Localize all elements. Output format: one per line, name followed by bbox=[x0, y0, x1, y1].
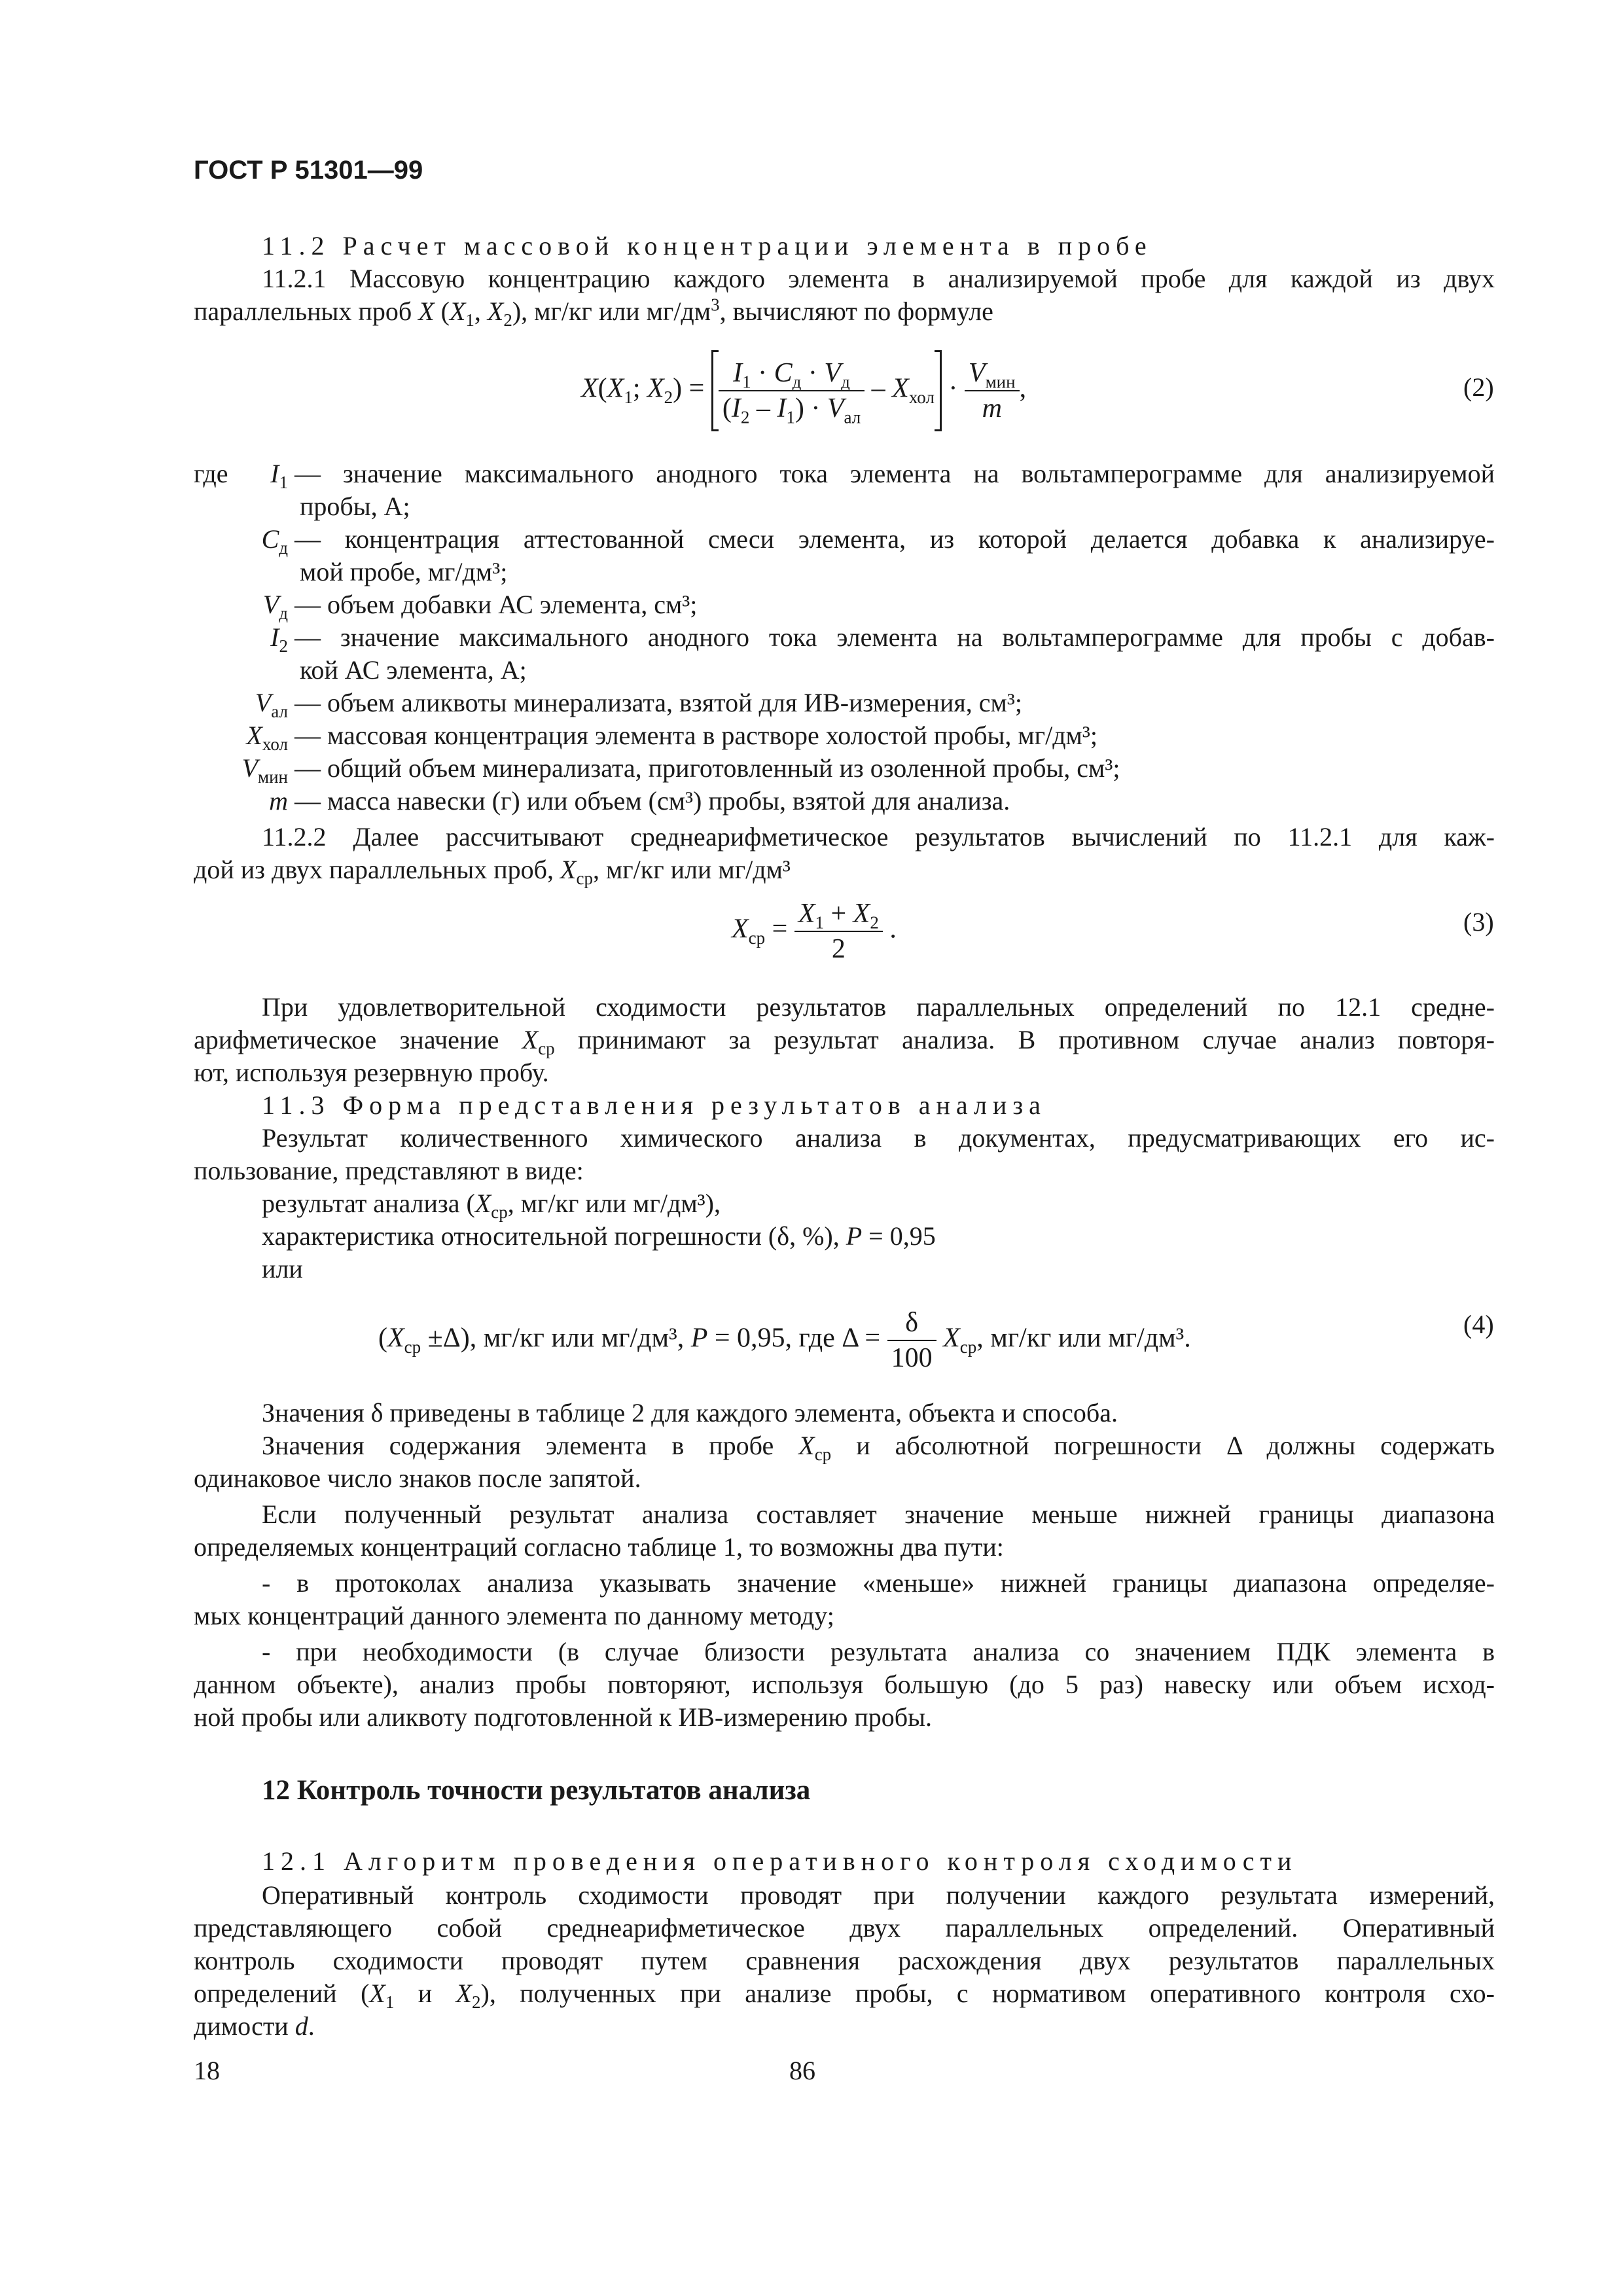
text-line: дой из двух параллельных проб, $X_{ср}$, мг/кг или мг/дм³ bbox=[194, 855, 791, 888]
definition-line: — массовая концентрация элемента в растворе холостой пробы, мг/дм³; bbox=[294, 721, 1097, 750]
text-line: Значения содержания элемента в пробе $X_{ср}$ и абсолютной погрешности Δ должны содержать bbox=[262, 1431, 1495, 1464]
text-line: одинаковое число знаков после запятой. bbox=[194, 1463, 641, 1493]
section-11-2-title: 11.2 Расчет массовой концентрации элемента в пробе bbox=[262, 231, 1152, 260]
text-line: Значения δ приведены в таблице 2 для каждого элемента, объекта и способа. bbox=[262, 1398, 1118, 1427]
formula-2: $X(X_1$; $X_2$) = $\frac{I_1 \cdot C_д \cdot V_д}{(I_2 - I_1) \cdot V_{ал}}$ – $X_{хол}$ · $\frac{V_{мин}}{m}$ , bbox=[581, 350, 1026, 431]
text-line: пользование, представляют в виде: bbox=[194, 1156, 584, 1185]
text-line: результат анализа ($X_{ср}$, мг/кг или мг/дм³), bbox=[262, 1189, 721, 1222]
page-number-left: 18 bbox=[194, 2056, 220, 2085]
symbol-Vmin: $V_{мин}$ bbox=[241, 753, 288, 787]
text-line: димости d. bbox=[194, 2011, 315, 2041]
text-line: При удовлетворительной сходимости результатов параллельных определений по 12.1 средне- bbox=[262, 992, 1495, 1022]
page-number-center: 86 bbox=[789, 2056, 815, 2085]
definition-line: — концентрация аттестованной смеси элемента, из которой делается добавка к анализируе- bbox=[294, 524, 1495, 554]
symbol-Cd: $C_д$ bbox=[261, 524, 288, 558]
where-label: где bbox=[194, 459, 228, 488]
text-line: 11.2.1 Массовую концентрацию каждого элемента в анализируемой пробе для каждой из двух bbox=[262, 264, 1495, 293]
doc-code: ГОСТ Р 51301—99 bbox=[194, 156, 423, 185]
text-line: Оперативный контроль сходимости проводят при получении каждого результата измерений, bbox=[262, 1880, 1495, 1910]
list-item: - в протоколах анализа указывать значение «меньше» нижней границы диапазона определяе- bbox=[262, 1568, 1495, 1598]
formula-3-number: (3) bbox=[1463, 907, 1494, 937]
text-line: ют, используя резервную пробу. bbox=[194, 1058, 549, 1087]
list-item: ной пробы или аликвоту подготовленной к ИВ-измерению пробы. bbox=[194, 1702, 933, 1732]
text-line: представляющего собой среднеарифметическое двух параллельных определений. Оперативный bbox=[194, 1913, 1495, 1943]
text-line: характеристика относительной погрешности (δ, %), P = 0,95 bbox=[262, 1221, 936, 1251]
text-line: 11.2.2 Далее рассчитывают среднеарифметическое результатов вычислений по 11.2.1 для каж- bbox=[262, 822, 1495, 852]
symbol-Xhol: $X_{хол}$ bbox=[246, 721, 288, 754]
definition-line: — объем добавки АС элемента, см³; bbox=[294, 590, 698, 619]
definition-line: — объем аликвоты минерализата, взятой для ИВ-измерения, см³; bbox=[294, 688, 1022, 717]
formula-4-number: (4) bbox=[1463, 1310, 1494, 1339]
symbol-Val: $V_{ал}$ bbox=[255, 688, 288, 721]
definition-line: — общий объем минерализата, приготовленный из озоленной пробы, см³; bbox=[294, 753, 1120, 783]
section-12-heading: 12 Контроль точности результатов анализа bbox=[262, 1775, 811, 1806]
text-line: контроль сходимости проводят путем сравнения расхождения двух результатов параллельных bbox=[194, 1946, 1495, 1975]
section-12-1-title: 12.1 Алгоритм проведения оперативного контроля сходимости bbox=[262, 1846, 1298, 1876]
symbol-m: m bbox=[269, 786, 288, 816]
text-line: определений ($X_1$ и $X_2$), полученных при анализе пробы, с нормативом оперативного контроля схо- bbox=[194, 1979, 1495, 2012]
text-line: Если полученный результат анализа составляет значение меньше нижней границы диапазона bbox=[262, 1499, 1495, 1529]
text-line: арифметическое значение $X_{ср}$ принимают за результат анализа. В противном случае анализ повторя- bbox=[194, 1025, 1495, 1058]
text-line: или bbox=[262, 1254, 303, 1283]
text-line: определяемых концентраций согласно таблице 1, то возможны два пути: bbox=[194, 1532, 1004, 1562]
definition-line: — значение максимального анодного тока элемента на вольтамперограмме для пробы с добав- bbox=[294, 622, 1495, 652]
formula-4: $(X_{ср} \pm\Delta)$, мг/кг или мг/дм³, P = 0,95, где Δ = $\frac{\delta}{100}$ $X_{ср}$, мг/кг или мг/дм³. bbox=[378, 1306, 1191, 1375]
list-item: мых концентраций данного элемента по данному методу; bbox=[194, 1601, 834, 1630]
definition-line: кой АС элемента, А; bbox=[300, 655, 527, 685]
symbol-I1: $I_1$ bbox=[270, 459, 288, 492]
symbol-Vd: $V_д$ bbox=[262, 590, 288, 623]
formula-3: $X_{ср}$ = $\frac{X_1 + X_2}{2}$ . bbox=[732, 897, 897, 966]
formula-2-number: (2) bbox=[1463, 372, 1494, 402]
definition-line: пробы, А; bbox=[300, 492, 410, 521]
list-item: - при необходимости (в случае близости результата анализа со значением ПДК элемента в bbox=[262, 1637, 1495, 1666]
section-11-3-title: 11.3 Форма представления результатов анализа bbox=[262, 1090, 1046, 1120]
definition-line: — значение максимального анодного тока элемента на вольтамперограмме для анализируемой bbox=[294, 459, 1495, 488]
definition-line: мой пробе, мг/дм³; bbox=[300, 557, 508, 586]
definition-line: — масса навески (г) или объем (см³) пробы, взятой для анализа. bbox=[294, 786, 1010, 816]
text-line: параллельных проб X ($X_1$, $X_2$), мг/кг или $мг/дм^3$, вычисляют по формуле bbox=[194, 295, 993, 330]
list-item: данном объекте), анализ пробы повторяют, используя большую (до 5 раз) навеску или объем исход- bbox=[194, 1670, 1495, 1699]
text-line: Результат количественного химического анализа в документах, предусматривающих его ис- bbox=[262, 1123, 1495, 1153]
symbol-I2: $I_2$ bbox=[270, 622, 288, 656]
